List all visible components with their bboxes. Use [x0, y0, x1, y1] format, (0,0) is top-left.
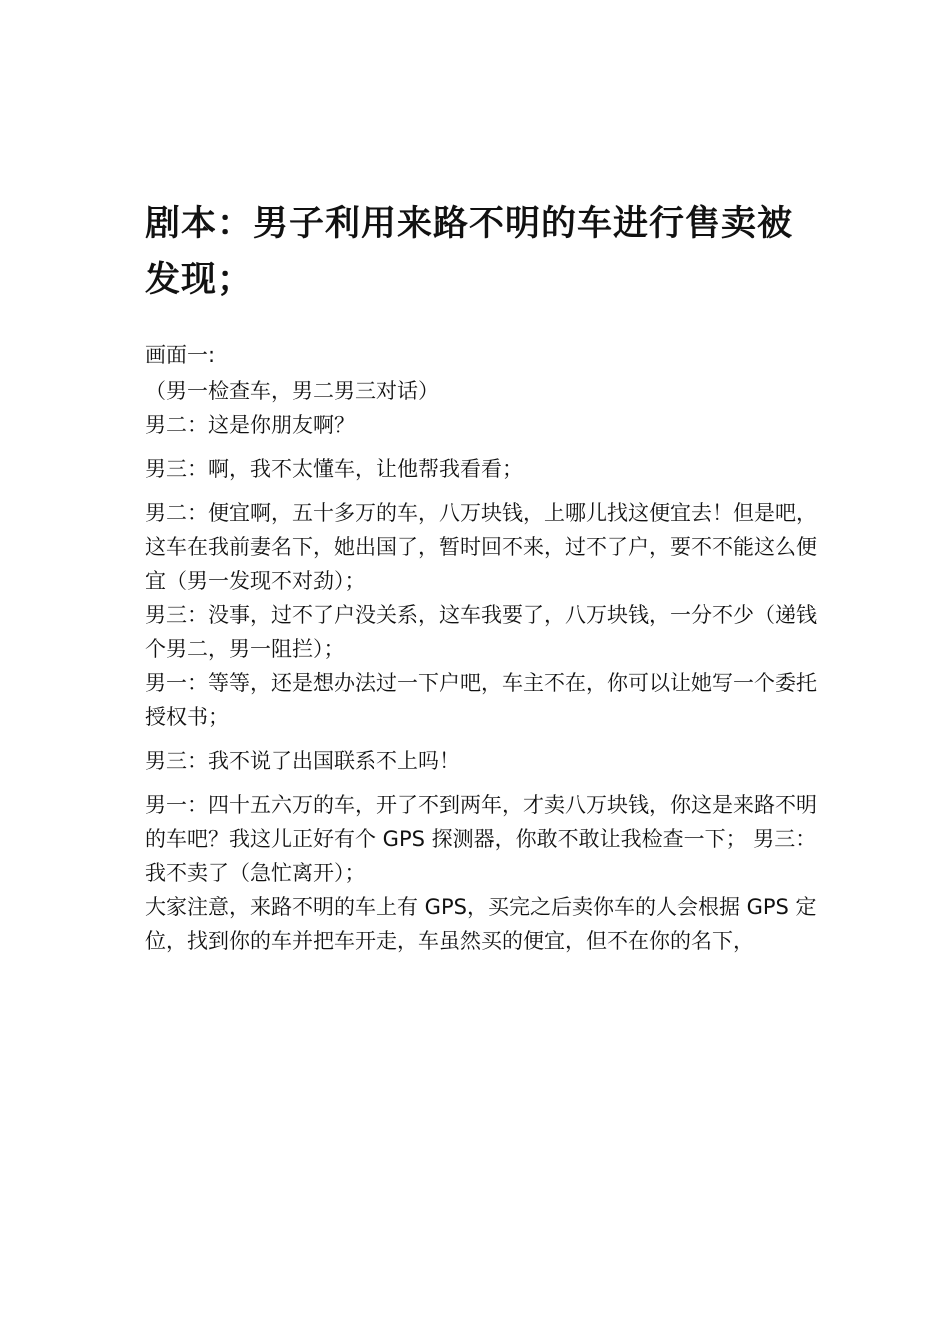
- script-body: [145, 338, 821, 958]
- dialogue-line: 男三：我不说了出国联系不上吗！: [145, 749, 460, 773]
- stage-direction: （男一检查车，男二男三对话）: [145, 379, 439, 403]
- dialogue-line: 男三：啊，我不太懂车，让他帮我看看；: [145, 457, 523, 481]
- dialogue-line: 男二：这是你朋友啊？: [145, 413, 355, 437]
- narration-paragraph: 大家注意，来路不明的车上有 GPS，买完之后卖你车的人会根据 GPS 定位，找到你的车并把车开走，车虽然买的便宜，但不在你的名下，: [145, 895, 817, 953]
- dialogue-line: 男一：等等，还是想办法过一下户吧，车主不在，你可以让她写一个委托授权书；: [145, 671, 817, 729]
- page-title: 剧本：男子利用来路不明的车进行售卖被发现；: [145, 204, 794, 300]
- scene-heading: 画面一:: [145, 343, 216, 367]
- dialogue-line: 男二：便宜啊，五十多万的车，八万块钱，上哪儿找这便宜去！但是吧，这车在我前妻名下，她出国了，暂时回不来，过不了户，要不不能这么便宜（男一发现不对劲）；: [145, 501, 817, 593]
- dialogue-line: 男三：没事，过不了户没关系，这车我要了，八万块钱，一分不少（递钱个男二，男一阻拦）；: [145, 603, 817, 661]
- dialogue-line: 男一：四十五六万的车，开了不到两年，才卖八万块钱，你这是来路不明的车吧？我这儿正好有个 GPS 探测器，你敢不敢让我检查一下； 男三：我不卖了（急忙离开）；: [145, 793, 817, 885]
